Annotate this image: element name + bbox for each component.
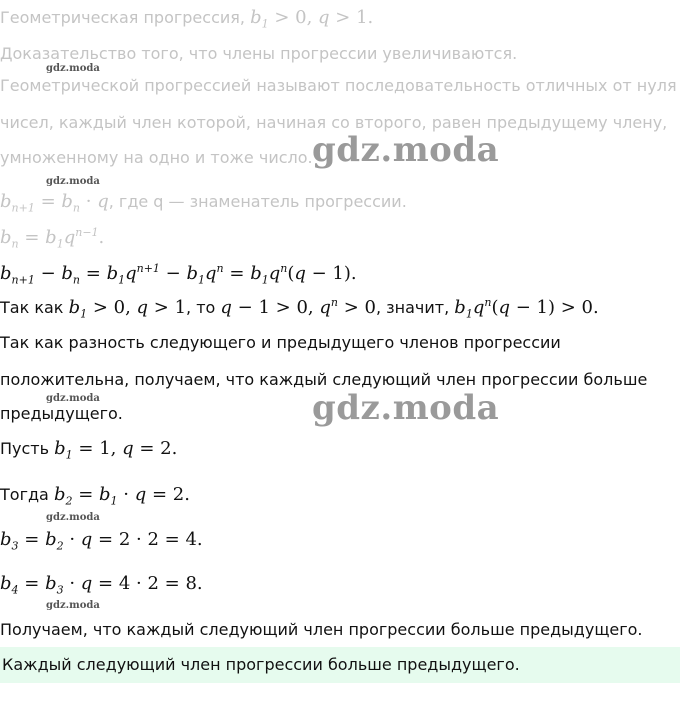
answer-text: Каждый следующий член прогрессии больше предыдущего. bbox=[2, 655, 520, 674]
watermark-logo: gdz.moda bbox=[312, 130, 500, 170]
since-text: Так как bbox=[0, 298, 64, 317]
then2-word: Тогда bbox=[0, 485, 49, 504]
difference-line bbox=[0, 262, 357, 286]
watermark-small: gdz.moda bbox=[46, 512, 100, 523]
watermark-small: gdz.moda bbox=[46, 176, 100, 187]
nth-term-formula: $b_n = b_1q^{n-1}$. bbox=[0, 226, 105, 251]
recurrence-line bbox=[0, 190, 407, 214]
watermark-small: gdz.moda bbox=[46, 63, 100, 74]
prove-line: Доказательство того, что члены прогрессии увеличиваются. bbox=[0, 44, 518, 63]
definition-line-3: умноженному на одно и тоже число. bbox=[0, 148, 313, 167]
since-line: Так как $b_1 > 0$, q > 1, то q − 1 > 0, $q^n > 0$, значит, $b_1q^n(q - 1) > 0$. bbox=[0, 296, 599, 321]
then-line: Тогда $b_2 = b_1 \cdot q = 2$. bbox=[0, 484, 190, 508]
difference-text-line-2: положительна, получаем, что каждый следующий член прогрессии больше bbox=[0, 370, 648, 389]
recurrence-text: , где q — знаменатель прогрессии. bbox=[108, 192, 407, 211]
b3-line: $b_3 = b_2 \cdot q = 2 \cdot 2 = 4$. bbox=[0, 529, 203, 553]
difference-text-line-1: Так как разность следующего и предыдущего членов прогрессии bbox=[0, 333, 561, 352]
title-text: Геометрическая прогрессия, bbox=[0, 8, 245, 27]
then-word: , то bbox=[186, 298, 216, 317]
difference-formula: $b_{n+1} - b_n = b_1q^{n+1} - b_1q^n = b_1q^n(q - 1)$. bbox=[0, 262, 357, 287]
difference-text-line-3: предыдущего. bbox=[0, 404, 123, 423]
b4-line: $b_4 = b_3 \cdot q = 4 \cdot 2 = 8$. bbox=[0, 573, 203, 597]
definition-line-1: Геометрической прогрессией называют последовательность отличных от нуля bbox=[0, 76, 677, 95]
let-word: Пусть bbox=[0, 439, 50, 458]
watermark-small: gdz.moda bbox=[46, 600, 100, 611]
watermark-small: gdz.moda bbox=[46, 393, 100, 404]
nth-term-line bbox=[0, 226, 104, 250]
recurrence-formula: $b_{n+1} = b_n \cdot q$ bbox=[0, 191, 109, 215]
definition-line-2: чисел, каждый член которой, начиная со второго, равен предыдущему члену, bbox=[0, 113, 668, 132]
let-line: Пусть $b_1 = 1$, q = 2. bbox=[0, 438, 178, 462]
title-formula: $b_1 > 0$, q > 1. bbox=[250, 7, 374, 31]
title-line bbox=[0, 6, 373, 30]
conclusion-line: Получаем, что каждый следующий член прогрессии больше предыдущего. bbox=[0, 620, 643, 639]
answer-box bbox=[0, 647, 680, 683]
watermark-logo: gdz.moda bbox=[312, 388, 500, 428]
means-word: , значит, bbox=[375, 298, 450, 317]
